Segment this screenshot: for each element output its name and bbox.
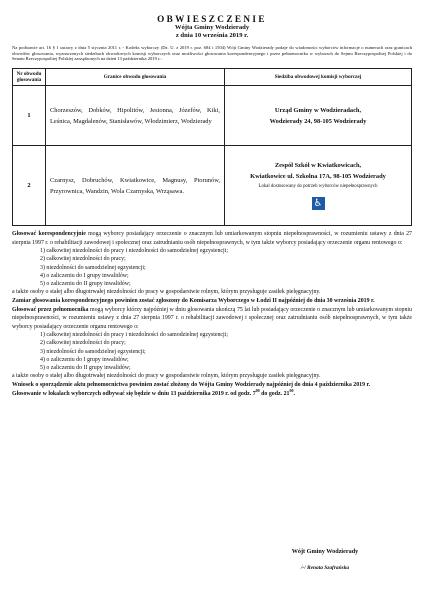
signatory-office: Wójt Gminy Wodzierady: [291, 548, 359, 555]
wheelchair-icon: ♿: [312, 197, 325, 210]
postal-voting-lead: Głosować korespondencyjnie: [12, 231, 86, 238]
district-bounds: Chorzeszów, Dobków, Hipolitów, Jesionna, Józefów, Kiki, Leśnica, Magdalenów, Stanisławów, Włodzimierz, Wodzierady: [46, 86, 225, 146]
list-item: 5) o zaliczeniu do II grupy inwalidów;: [40, 281, 131, 288]
proxy-voting-lead: Głosować przez pełnomocnika: [12, 307, 89, 314]
seat-name: Urząd Gminy w Wodzieradach,: [274, 106, 362, 114]
postal-voting-deadline: Zamiar głosowania korespondencyjnego powinien zostać zgłoszony do Komisarza Wyborczego w Łodzi II najpóźniej do dnia 30 września 2019 r.: [12, 297, 375, 304]
signatory-name: /-/ Renata Szafrańska: [300, 565, 350, 571]
notice-body: [12, 230, 412, 398]
notice-date: z dnia 10 września 2019 r.: [175, 31, 249, 39]
table-row: [13, 146, 412, 226]
postal-voting-text: mogą wyborcy posiadający orzeczenie o znacznym lub umiarkowanym stopniu niepełnosprawności, w rozumieniu ustawy z dnia 27 sierpnia 1997 r. o rehabilitacji zawodowej i społecznej oraz zatrudnianiu osób niepełnosprawnych, w tym także wyborcy posiadający orzeczenie organu rentowego o:: [12, 231, 412, 246]
districts-table: [12, 68, 412, 226]
list-item: 3) niezdolności do samodzielnej egzystencji;: [40, 348, 146, 355]
proxy-voting-tail: a także osoby o stałej albo długotrwałej niezdolności do pracy w gospodarstwie rolnym, którym przysługuje zasiłek pielęgnacyjny.: [12, 373, 321, 380]
header-district-number: Nr obwodu głosowania: [13, 68, 46, 85]
list-item: 2) całkowitej niezdolności do pracy;: [40, 340, 126, 347]
list-item: 2) całkowitej niezdolności do pracy;: [40, 256, 126, 263]
proxy-voting-paragraph: [12, 306, 412, 331]
seat-address: Wodzierady 24, 98-105 Wodzierady: [269, 117, 367, 125]
intro-paragraph: Na podstawie art. 16 § 1 ustawy z dnia 5 stycznia 2011 r. - Kodeks wyborczy (Dz. U. z 2019 r. poz. 684 i 1504) Wójt Gminy Wodzierady podaje do wiadomości wyborców informacje o numerach oraz granicach obwodów głosowania, wyznaczonych siedzibach obwodowych komisji wyborczych oraz możliwości głosowania korespondencyjnego i przez pełnomocnika w wyborach do Sejmu Rzeczypospolitej Polskiej i do Senatu Rzeczypospolitej Polskiej zarządzonych na dzień 13 października 2019 r.:: [12, 45, 412, 62]
postal-voting-tail: a także osoby o stałej albo długotrwałej niezdolności do pracy w gospodarstwie rolnym, którym przysługuje zasiłek pielęgnacyjny.: [12, 289, 321, 296]
signature-block: [250, 548, 400, 571]
district-bounds: Czarnysz, Dobruchów, Kwiatkowice, Magnusy, Piorunów, Przyrownica, Wandzin, Wola Czarnyska, Wrząsawa.: [46, 146, 225, 226]
proxy-voting-text: mogą wyborcy którzy najpóźniej w dniu głosowania ukończą 75 lat lub posiadający orzeczenie o znacznym lub umiarkowanym stopniu niepełnosprawności, w rozumieniu ustawy z dnia 27 sierpnia 1997 r. o rehabilitacji zawodowej i społecznej oraz zatrudnianiu osób niepełnosprawnych, w tym także wyborcy posiadający orzeczenie organu rentowego o:: [12, 307, 412, 330]
postal-voting-paragraph: [12, 230, 412, 247]
proxy-voting-deadline: Wniosek o sporządzenie aktu pełnomocnictwa powinien zostać złożony do Wójta Gminy Wodzierady najpóźniej do dnia 4 października 2019 r.: [12, 381, 371, 388]
voting-hours: Głosowanie w lokalach wyborczych odbywać się będzie w dniu 13 października 2019 r. od godz. $7^{00}$ do godz. $21^{00}$.: [12, 388, 295, 398]
district-number: 1: [13, 86, 46, 146]
notice-issuer: Wójta Gminy Wodzierady: [174, 24, 250, 31]
commission-seat: [225, 86, 412, 146]
accessibility-note: Lokal dostosowany do potrzeb wyborców niepełnosprawnych: [258, 184, 378, 190]
seat-address: Kwiatkowice ul. Szkolna 17A, 98-105 Wodzierady: [250, 173, 386, 181]
header-district-bounds: Granice obwodu głosowania: [46, 68, 225, 85]
notice-title: OBWIESZCZENIE: [157, 14, 267, 24]
table-header-row: [13, 68, 412, 85]
district-number: 2: [13, 146, 46, 226]
header-commission-seat: Siedziba obwodowej komisji wyborczej: [225, 68, 412, 85]
list-item: 4) o zaliczeniu do I grupy inwalidów;: [40, 356, 129, 363]
table-row: [13, 86, 412, 146]
list-item: 1) całkowitej niezdolności do pracy i niezdolności do samodzielnej egzystencji;: [40, 331, 228, 338]
list-item: 3) niezdolności do samodzielnej egzystencji;: [40, 264, 146, 271]
list-item: 1) całkowitej niezdolności do pracy i niezdolności do samodzielnej egzystencji;: [40, 247, 228, 254]
seat-name: Zespół Szkół w Kwiatkowicach,: [274, 162, 362, 170]
list-item: 4) o zaliczeniu do I grupy inwalidów;: [40, 272, 129, 279]
list-item: 5) o zaliczeniu do II grupy inwalidów;: [40, 365, 131, 372]
commission-seat: [225, 146, 412, 226]
